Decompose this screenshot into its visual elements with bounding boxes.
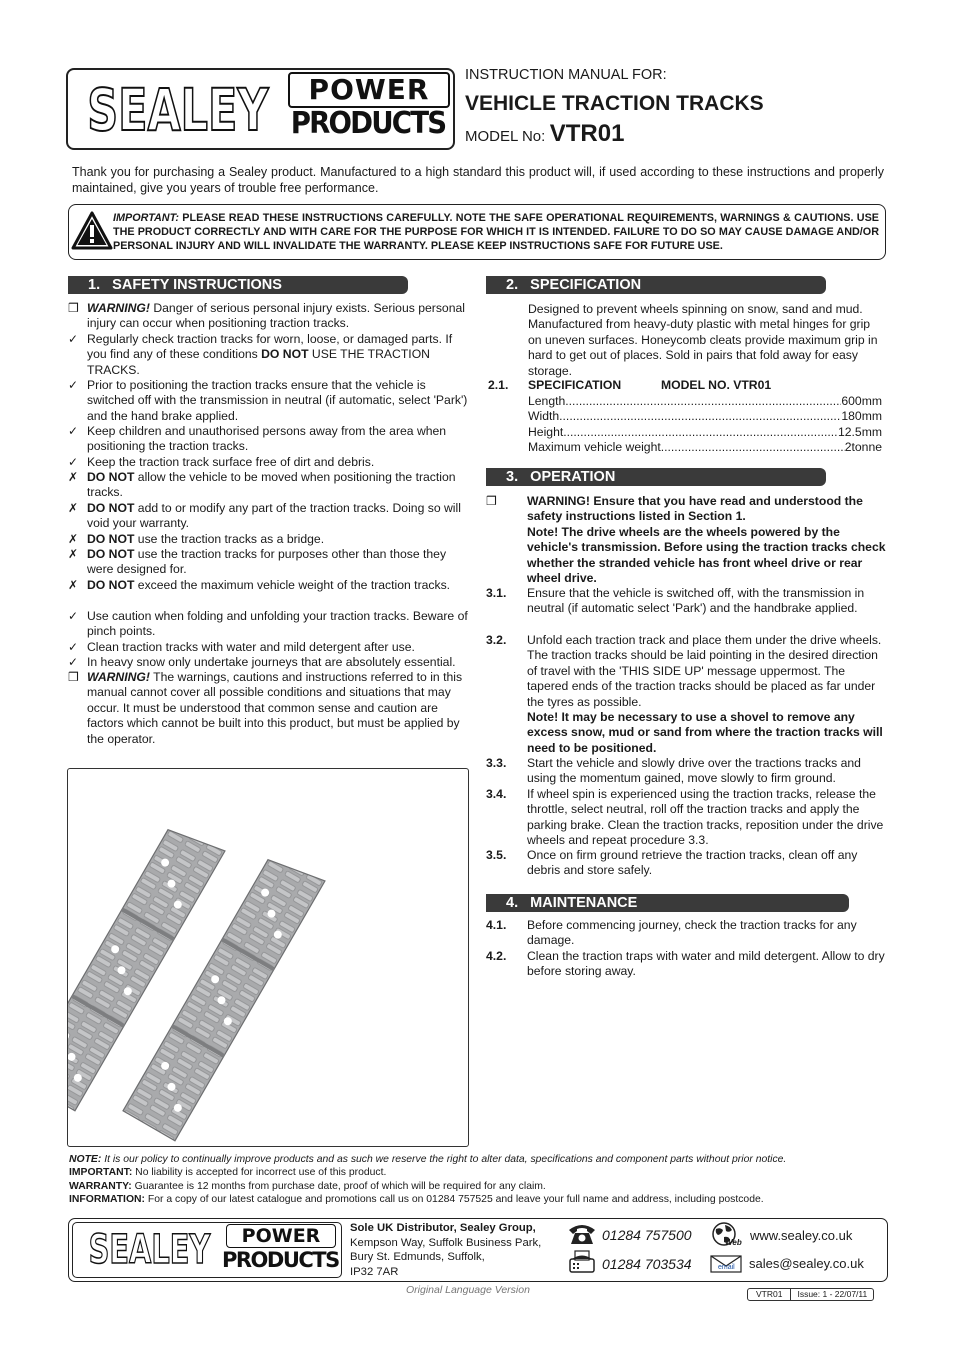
web-address[interactable]: www.sealey.co.uk — [750, 1228, 853, 1243]
safety-item-text: Prior to positioning the traction tracks ensure that the vehicle is switched off with the transmission in neutral (if automatic, select 'Park') and the hand brake applied. — [87, 378, 468, 423]
spec-value: 2tonne — [844, 440, 882, 455]
email-address[interactable]: sales@sealey.co.uk — [749, 1256, 864, 1271]
step-number: 3.5. — [486, 848, 507, 862]
footer-address — [350, 1221, 541, 1279]
important-body: PLEASE READ THESE INSTRUCTIONS CAREFULLY. NOTE THE SAFE OPERATIONAL REQUIREMENTS, WARNINGS & CAUTIONS. USE THE PRODUCT CORRECTLY AND WITH CARE FOR THE PURPOSE FOR WHICH IT IS INTENDED. FAILURE TO DO SO MAY CAUSE DAMAGE AND/OR PERSONAL INJURY AND WILL INVALIDATE THE WARRANTY. PLEASE KEEP INSTRUCTIONS SAFE FOR FUTURE USE. — [113, 212, 879, 253]
operation-step — [486, 586, 886, 617]
step-number: 3.3. — [486, 756, 507, 770]
step-note: Note! It may be necessary to use a shovel to remove any excess snow, mud or sand from where the traction tracks will need to be positioned. — [527, 710, 883, 755]
issue-model: VTR01 — [748, 1289, 791, 1300]
spec-row — [528, 409, 882, 424]
operation-step — [486, 787, 886, 849]
safety-item — [68, 578, 468, 593]
spec-value: 180mm — [841, 409, 882, 424]
spec-row — [528, 440, 882, 455]
step-text: Before commencing journey, check the traction tracks for any damage. — [527, 918, 857, 948]
spec-value: 600mm — [841, 394, 882, 408]
safety-item-mark: ✓ — [68, 332, 79, 346]
important-lead: IMPORTANT: — [113, 212, 179, 224]
spec-value: 12.5mm — [837, 424, 882, 439]
fax-icon — [567, 1249, 597, 1275]
footnote-warranty: WARRANTY: Guarantee is 12 months from purchase date, proof of which will be required for any claim. — [69, 1180, 546, 1192]
phone-number[interactable]: 01284 757500 — [602, 1227, 692, 1243]
safety-item-mark: ✗ — [68, 532, 79, 546]
intro-paragraph: Thank you for purchasing a Sealey product. Manufactured to a high standard this product will, if used according to these instructions and properly maintained, give you years of trouble free performance. — [72, 165, 884, 195]
safety-item-text: Keep the traction track surface free of dirt and debris. — [87, 455, 375, 469]
safety-item — [68, 501, 468, 532]
traction-tracks-image — [68, 769, 468, 1146]
safety-item — [68, 424, 468, 455]
step-text: Start the vehicle and slowly drive over the tractions tracks and using the momentum gained, move slowly to firm ground. — [527, 756, 861, 786]
specification-description: Designed to prevent wheels spinning on snow, sand and mud. Manufactured from heavy-duty plastic with metal hinges for grip on uneven surfaces. Honeycomb cleats provide maximum grip in hard to get out of places. Sold in pairs that fold away for easy storage. — [528, 302, 878, 378]
safety-item-text: Keep children and unauthorised persons away from the area when positioning the traction tracks. — [87, 424, 447, 454]
footnotes — [69, 1153, 899, 1207]
safety-item — [68, 547, 468, 578]
section-heading-operation: 3. OPERATION — [486, 468, 826, 486]
warning-triangle-icon — [71, 210, 113, 252]
maintenance-step — [486, 949, 886, 980]
operation-step — [486, 848, 886, 879]
safety-item-text: WARNING! The warnings, cautions and instructions referred to in this manual cannot cover all possible conditions and situations that may occur. It must be understood that common sense and caution are factors which cannot be built into this product, but must be applied by the operator. — [87, 670, 463, 746]
step-number: 3.2. — [486, 633, 507, 647]
step-text: Clean the traction traps with water and mild detergent. Allow to dry before storing away. — [527, 949, 885, 979]
maintenance-step — [486, 918, 886, 949]
safety-item — [68, 609, 468, 640]
footnote-important: IMPORTANT: No liability is accepted for incorrect use of this product. — [69, 1167, 387, 1179]
web-icon-label: Web — [725, 1238, 742, 1247]
safety-item-mark: ❒ — [68, 301, 79, 315]
address-line-1: Kempson Way, Suffolk Business Park, — [350, 1236, 542, 1249]
footer-power-logo-text: POWER — [226, 1224, 336, 1248]
safety-item — [68, 640, 468, 655]
safety-item-mark: ✓ — [68, 609, 79, 623]
safety-item — [68, 670, 468, 747]
safety-item-mark: ✗ — [68, 470, 79, 484]
step-number: 4.2. — [486, 949, 507, 963]
step-text: Ensure that the vehicle is switched off, with the transmission in neutral (if automatic select 'Park') and the handbrake applied. — [527, 586, 865, 616]
safety-item-mark: ✗ — [68, 578, 79, 592]
issue-date: Issue: 1 - 22/07/11 — [797, 1289, 868, 1299]
safety-item — [68, 455, 468, 470]
safety-item-mark: ❒ — [68, 670, 79, 684]
important-text — [113, 211, 879, 254]
spec-label: Width — [528, 409, 560, 424]
step-number: 4.1. — [486, 918, 507, 932]
safety-item — [68, 470, 468, 501]
safety-item — [68, 532, 468, 547]
safety-item-text: DO NOT use the traction tracks for purposes other than those they were designed for. — [87, 547, 447, 577]
spec-label: Height — [528, 424, 564, 439]
distributor-name: Sole UK Distributor, Sealey Group, — [350, 1222, 536, 1234]
safety-item — [68, 655, 468, 670]
safety-item-text: WARNING! Danger of serious personal injury exists. Serious personal injury can occur when positioning traction tracks. — [87, 301, 465, 331]
safety-item-mark: ✓ — [68, 455, 79, 469]
safety-item-mark: ✓ — [68, 640, 79, 654]
issue-tag — [747, 1288, 874, 1301]
spec-row — [528, 394, 882, 409]
section-heading-maintenance: 4. MAINTENANCE — [486, 894, 849, 912]
fax-number[interactable]: 01284 703534 — [602, 1256, 692, 1272]
safety-item-text: DO NOT allow the vehicle to be moved when positioning the traction tracks. — [87, 470, 456, 500]
email-icon-label: email — [718, 1264, 735, 1271]
footnote-information: INFORMATION: For a copy of our latest catalogue and promotions call us on 01284 757525 and leave your full name and address, including postcode. — [69, 1194, 764, 1206]
safety-item-mark: ✗ — [68, 547, 79, 561]
safety-item-text: DO NOT exceed the maximum vehicle weight of the traction tracks. — [87, 578, 451, 592]
section-heading-safety: 1. SAFETY INSTRUCTIONS — [68, 276, 408, 294]
original-language-label: Original Language Version — [406, 1284, 530, 1296]
telephone-icon — [567, 1222, 597, 1246]
footnote-note: NOTE: It is our policy to continually improve products and as such we reserve the right to alter data, specifications and component parts without prior notice. — [69, 1154, 787, 1165]
product-title: VEHICLE TRACTION TRACKS — [465, 92, 764, 115]
safety-item-text: Clean traction tracks with water and mild detergent after use. — [87, 640, 415, 654]
operation-step — [486, 633, 886, 756]
spec-row — [528, 425, 882, 440]
footer-products-logo-text: PRODUCTS — [222, 1248, 339, 1272]
products-logo-text: PRODUCTS — [290, 106, 446, 141]
spec-label: Maximum vehicle weight — [528, 440, 661, 455]
step-number: 3.4. — [486, 787, 507, 801]
power-logo-text: POWER — [288, 72, 450, 108]
operation-warning: ❒ WARNING! Ensure that you have read and understood the safety instructions listed in Section 1. Note! The drive wheels are the wheels powered by the vehicle's transmission. Before using the traction tracks check whether the stranded vehicle has front wheel drive or rear wheel drive. — [486, 494, 886, 586]
spec-table — [528, 394, 882, 456]
step-text: If wheel spin is experienced using the traction tracks, release the throttle, select neutral, roll off the traction tracks and apply the parking brake. Clean the traction tracks, reposition under the drive wheels and repeat procedure 3.3. — [527, 787, 884, 848]
safety-item-text: Use caution when folding and unfolding your traction tracks. Beware of pinch points. — [87, 609, 468, 639]
safety-item-text: DO NOT add to or modify any part of the traction tracks. Doing so will void your warranty. — [87, 501, 461, 531]
product-image-frame — [67, 768, 469, 1147]
address-line-2: Bury St. Edmunds, Suffolk, — [350, 1251, 485, 1264]
safety-item — [68, 332, 468, 378]
safety-item — [68, 378, 468, 424]
safety-item — [68, 301, 468, 332]
safety-item-text: DO NOT use the traction tracks as a bridge. — [87, 532, 325, 546]
safety-item-mark: ✓ — [68, 655, 79, 669]
safety-item-text: In heavy snow only undertake journeys that are absolutely essential. — [87, 655, 456, 669]
spec-label: Length — [528, 394, 566, 408]
safety-item-mark: ✓ — [68, 424, 79, 438]
safety-item-mark: ✓ — [68, 378, 79, 392]
manual-for-label: INSTRUCTION MANUAL FOR: — [465, 67, 667, 83]
safety-item-mark: ✗ — [68, 501, 79, 515]
model-line — [465, 120, 624, 148]
operation-step — [486, 756, 886, 787]
footer-sealey-logo-text: SEALEY — [76, 1225, 223, 1275]
sealey-logo-text: SEALEY — [72, 74, 284, 146]
model-label: MODEL No: — [465, 128, 546, 145]
step-text: Unfold each traction track and place them under the drive wheels. The traction tracks should be laid pointing in the desired direction of travel with the 'THIS SIDE UP' message uppermost. The tapered ends of the traction tracks should be placed as far under the tyres as possible. — [527, 633, 882, 709]
section-heading-specification: 2. SPECIFICATION — [486, 276, 826, 294]
model-number: VTR01 — [549, 120, 625, 147]
step-text: Once on firm ground retrieve the traction tracks, clean off any debris and store safely. — [527, 848, 858, 878]
step-number: 3.1. — [486, 586, 507, 600]
safety-item-text: Regularly check traction tracks for worn, loose, or damaged parts. If you find any of these conditions DO NOT USE THE TRACTION TRACKS. — [87, 332, 453, 377]
address-postcode: IP32 7AR — [350, 1265, 399, 1278]
